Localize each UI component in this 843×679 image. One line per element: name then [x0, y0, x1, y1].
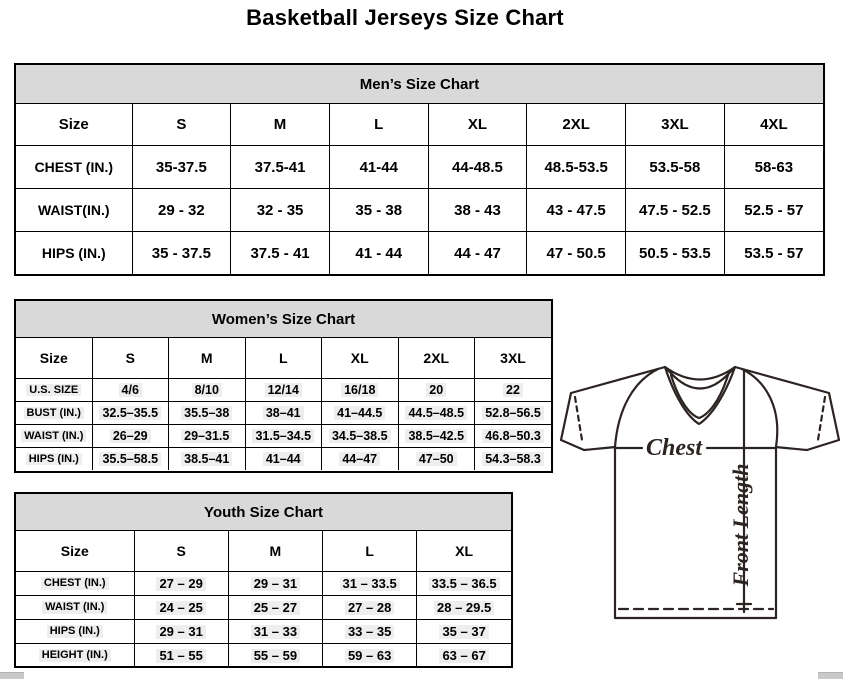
page-title: Basketball Jerseys Size Chart [246, 5, 564, 30]
womens-col-xl: XL [322, 338, 399, 379]
cell: 46.8–50.3 [475, 425, 552, 448]
cell: 47–50 [398, 448, 475, 471]
row-label [16, 596, 134, 620]
row-label: CHEST (IN.) [16, 146, 132, 189]
mens-col-3xl: 3XL [626, 104, 725, 146]
row-label-text: HIPS (IN.) [47, 625, 103, 638]
vneck-outer [665, 367, 735, 424]
cell: 29–31.5 [169, 425, 246, 448]
row-label: HIPS (IN.) [16, 232, 132, 275]
mens-col-4xl: 4XL [724, 104, 823, 146]
row-label-text: U.S. SIZE [26, 384, 81, 397]
row-label-text: WAIST (IN.) [42, 601, 107, 614]
cell: 26–29 [92, 425, 169, 448]
cell: 35 – 37 [417, 620, 511, 644]
youth-col-s: S [134, 531, 228, 572]
cell: 55 – 59 [228, 644, 322, 668]
womens-col-s: S [92, 338, 169, 379]
cell: 54.3–58.3 [475, 448, 552, 471]
youth-size-chart [14, 492, 513, 668]
youth-waist-row [16, 596, 511, 620]
womens-bust-row [16, 402, 551, 425]
horizontal-scrollbar-right-button[interactable] [818, 672, 843, 679]
cell: 38–41 [245, 402, 322, 425]
youth-col-m: M [228, 531, 322, 572]
cell: 25 – 27 [228, 596, 322, 620]
youth-col-xl: XL [417, 531, 511, 572]
cell: 44-48.5 [428, 146, 527, 189]
row-label-text: HEIGHT (IN.) [39, 649, 111, 662]
youth-chart-title: Youth Size Chart [16, 494, 511, 531]
womens-col-l: L [245, 338, 322, 379]
row-label: WAIST(IN.) [16, 189, 132, 232]
cell: 32 - 35 [231, 189, 330, 232]
cell: 33 – 35 [323, 620, 417, 644]
mens-chest-row [16, 146, 823, 189]
cell: 59 – 63 [323, 644, 417, 668]
womens-col-m: M [169, 338, 246, 379]
cell: 63 – 67 [417, 644, 511, 668]
youth-hips-row [16, 620, 511, 644]
cell: 38.5–42.5 [398, 425, 475, 448]
youth-header-row [16, 531, 511, 572]
right-armhole-seam [742, 369, 777, 447]
cell: 29 – 31 [228, 572, 322, 596]
youth-chest-row [16, 572, 511, 596]
row-label [16, 572, 134, 596]
cell: 29 – 31 [134, 620, 228, 644]
cell: 52.8–56.5 [475, 402, 552, 425]
mens-chart-title: Men’s Size Chart [16, 65, 823, 104]
cell: 38.5–41 [169, 448, 246, 471]
cell: 48.5-53.5 [527, 146, 626, 189]
cell: 35-37.5 [132, 146, 231, 189]
mens-header-row [16, 104, 823, 146]
cell: 41–44 [245, 448, 322, 471]
youth-height-row [16, 644, 511, 668]
womens-header-row [16, 338, 551, 379]
cell: 41–44.5 [322, 402, 399, 425]
cell: 37.5-41 [231, 146, 330, 189]
mens-col-l: L [329, 104, 428, 146]
mens-col-xl: XL [428, 104, 527, 146]
cell: 41-44 [329, 146, 428, 189]
mens-col-size: Size [16, 104, 132, 146]
womens-table [16, 338, 551, 470]
womens-ussize-row [16, 379, 551, 402]
cell: 4/6 [92, 379, 169, 402]
mens-table [16, 104, 823, 274]
cell: 50.5 - 53.5 [626, 232, 725, 275]
mens-col-2xl: 2XL [527, 104, 626, 146]
womens-chart-title: Women’s Size Chart [16, 301, 551, 338]
mens-col-m: M [231, 104, 330, 146]
row-label [16, 644, 134, 668]
row-label [16, 620, 134, 644]
cell: 27 – 29 [134, 572, 228, 596]
youth-col-l: L [323, 531, 417, 572]
cell: 44.5–48.5 [398, 402, 475, 425]
womens-col-2xl: 2XL [398, 338, 475, 379]
horizontal-scrollbar-left-button[interactable] [0, 672, 24, 679]
row-label-text: HIPS (IN.) [26, 453, 82, 466]
cell: 16/18 [322, 379, 399, 402]
jersey-measurement-diagram [558, 360, 843, 630]
chest-label: Chest [645, 435, 703, 461]
cell: 58-63 [724, 146, 823, 189]
row-label [16, 448, 92, 471]
youth-col-size: Size [16, 531, 134, 572]
mens-size-chart [14, 63, 825, 276]
left-cuff-stitch [575, 397, 582, 440]
cell: 33.5 – 36.5 [417, 572, 511, 596]
right-cuff-stitch [818, 397, 825, 440]
cell: 35 - 38 [329, 189, 428, 232]
cell: 12/14 [245, 379, 322, 402]
cell: 35 - 37.5 [132, 232, 231, 275]
row-label [16, 379, 92, 402]
row-label [16, 402, 92, 425]
cell: 31 – 33.5 [323, 572, 417, 596]
cell: 44 - 47 [428, 232, 527, 275]
cell: 53.5 - 57 [724, 232, 823, 275]
cell: 31 – 33 [228, 620, 322, 644]
cell: 35.5–38 [169, 402, 246, 425]
womens-col-3xl: 3XL [475, 338, 552, 379]
front-length-label: Front Length [728, 463, 753, 587]
womens-col-size: Size [16, 338, 92, 379]
cell: 34.5–38.5 [322, 425, 399, 448]
cell: 27 – 28 [323, 596, 417, 620]
cell: 20 [398, 379, 475, 402]
row-label-text: BUST (IN.) [24, 407, 84, 420]
cell: 47.5 - 52.5 [626, 189, 725, 232]
cell: 51 – 55 [134, 644, 228, 668]
cell: 41 - 44 [329, 232, 428, 275]
mens-hips-row [16, 232, 823, 275]
cell: 35.5–58.5 [92, 448, 169, 471]
cell: 24 – 25 [134, 596, 228, 620]
womens-waist-row [16, 425, 551, 448]
row-label-text: CHEST (IN.) [41, 577, 109, 590]
cell: 47 - 50.5 [527, 232, 626, 275]
cell: 53.5-58 [626, 146, 725, 189]
cell: 29 - 32 [132, 189, 231, 232]
cell: 8/10 [169, 379, 246, 402]
mens-col-s: S [132, 104, 231, 146]
youth-table [16, 531, 511, 667]
womens-size-chart [14, 299, 553, 473]
cell: 38 - 43 [428, 189, 527, 232]
cell: 44–47 [322, 448, 399, 471]
row-label-text: WAIST (IN.) [21, 430, 86, 443]
cell: 43 - 47.5 [527, 189, 626, 232]
cell: 32.5–35.5 [92, 402, 169, 425]
cell: 37.5 - 41 [231, 232, 330, 275]
cell: 28 – 29.5 [417, 596, 511, 620]
mens-waist-row [16, 189, 823, 232]
row-label [16, 425, 92, 448]
cell: 52.5 - 57 [724, 189, 823, 232]
womens-hips-row [16, 448, 551, 471]
cell: 31.5–34.5 [245, 425, 322, 448]
jersey-outline [561, 367, 839, 618]
cell: 22 [475, 379, 552, 402]
